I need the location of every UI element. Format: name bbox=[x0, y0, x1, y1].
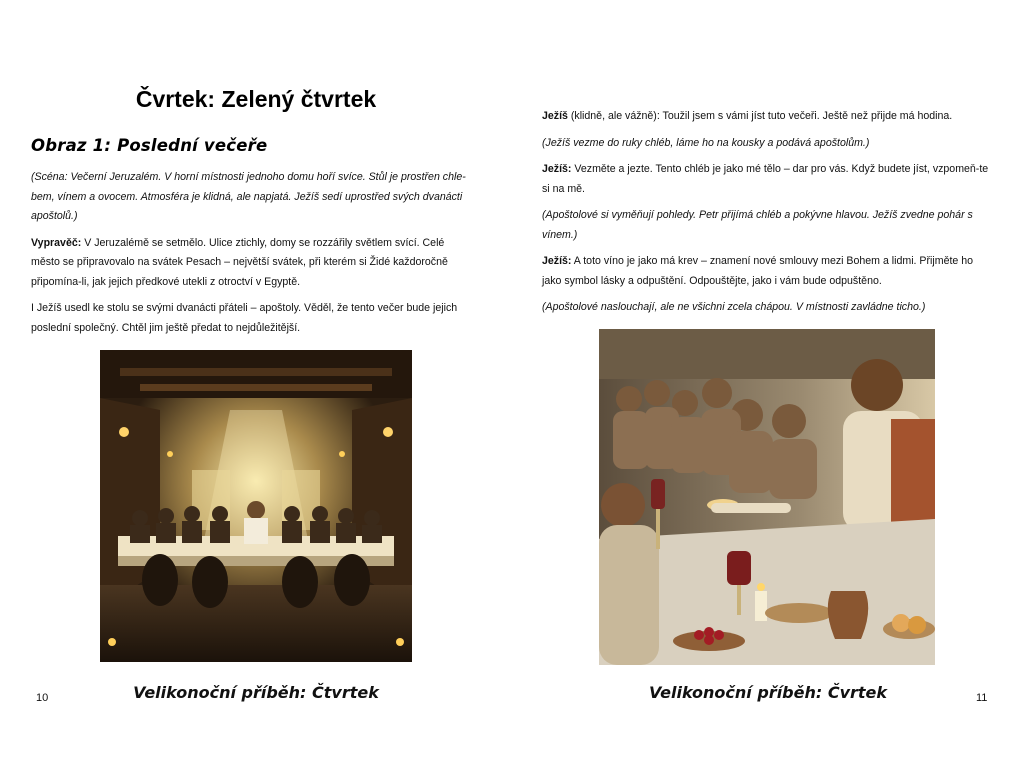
narrator-paragraph bbox=[31, 234, 469, 293]
narrator-text: V Jeruzalémě se setmělo. Ulice ztichly, domy se rozzářily světlem svící. Celé město se připravovalo na svátek Pesach – největší svátek, při kterém si Židé každoročně připomína-li, jak jejich předkové utekli z otroctví v Egyptě. bbox=[31, 236, 448, 288]
dialogue-text: Vezměte a jezte. Tento chléb je jako mé tělo – dar pro vás. Když budete jíst, vzpomeň-te si na mě. bbox=[542, 163, 989, 195]
dialogue-text: A toto víno je jako má krev – znamení nové smlouvy mezi Bohem a lidmi. Přijměte ho jako symbol lásky a odpuštění. Odpouštějte, jako i vám bude odpuštěno. bbox=[542, 255, 974, 287]
dialogue-text: (klidně, ale vážně): Toužil jsem s vámi jíst tuto večeři. Ještě než přijde má hodina. bbox=[567, 110, 953, 122]
speaker-label: Ježíš bbox=[542, 110, 568, 122]
dialogue-line bbox=[542, 252, 990, 291]
chapter-title: Čvrtek: Zelený čtvrtek bbox=[135, 86, 377, 112]
narrator-label: Vypravěč: bbox=[31, 236, 82, 249]
stage-direction: (Scéna: Večerní Jeruzalém. V horní místnosti jednoho domu hoří svíce. Stůl je prostřen chle-bem, vínem a ovocem. Atmosféra je klidná, ale napjatá. Ježíš sedí uprostřed svých dvanácti apoštolů.) bbox=[31, 171, 466, 222]
footer-title: Velikonoční příběh: Čvrtek bbox=[648, 683, 888, 702]
scene-title: Obraz 1: Poslední večeře bbox=[31, 136, 268, 155]
left-text-block bbox=[31, 168, 469, 345]
stage-direction: (Apoštolové naslouchají, ale ne všichni zcela chápou. V místnosti zavládne ticho.) bbox=[542, 301, 926, 313]
dialogue-line bbox=[542, 160, 990, 199]
page-number: 11 bbox=[976, 692, 988, 704]
right-page bbox=[512, 0, 1024, 768]
story-paragraph: I Ježíš usedl ke stolu se svými dvanácti přáteli – apoštoly. Věděl, že tento večer bude jejich poslední společný. Chtěl jim ještě předat to nejdůležitější. bbox=[31, 302, 458, 334]
jesus-breaking-bread-illustration bbox=[599, 329, 935, 665]
page-number: 10 bbox=[36, 692, 49, 704]
dialogue-line bbox=[542, 107, 990, 127]
speaker-label: Ježíš: bbox=[542, 255, 572, 267]
footer-title: Velikonoční příběh: Čtvrtek bbox=[133, 683, 379, 702]
stage-direction: (Apoštolové si vyměňují pohledy. Petr přijímá chléb a pokývne hlavou. Ježíš zvedne pohár s vínem.) bbox=[542, 209, 973, 241]
last-supper-hall-illustration bbox=[100, 350, 412, 662]
dialogue-block bbox=[542, 107, 990, 325]
stage-direction: (Ježíš vezme do ruky chléb, láme ho na kousky a podává apoštolům.) bbox=[542, 136, 870, 149]
speaker-label: Ježíš: bbox=[542, 163, 572, 175]
